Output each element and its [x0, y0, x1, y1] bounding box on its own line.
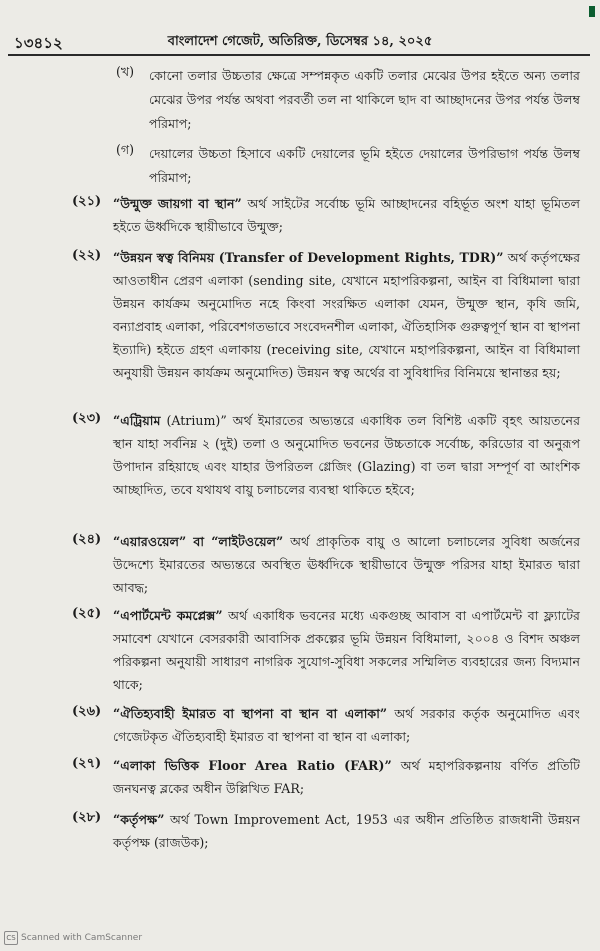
- clause-definition: অর্থ সরকার কর্তৃক অনুমোদিত এবং গেজেটকৃত ঐতিহ্যবাহী ইমারত বা স্থাপনা বা স্থান বা এলাকা;: [113, 706, 580, 744]
- clause-text: [113, 702, 580, 748]
- scanner-text: Scanned with CamScanner: [21, 933, 143, 943]
- clause-number: (২৫): [72, 606, 102, 621]
- clause-term: “ঐতিহ্যবাহী ইমারত বা স্থাপনা বা স্থান বা এলাকা”: [113, 706, 388, 721]
- clause-definition: অর্থ সাইটের সর্বোচ্চ ভূমি আচ্ছাদনের বহির্ভূত অংশ যাহা ভূমিতল হইতে ঊর্ধ্বদিকে স্থায়ীভাবে উন্মুক্ত;: [113, 196, 580, 234]
- camscanner-icon: CS: [4, 931, 18, 945]
- clause-term: “কর্তৃপক্ষ”: [113, 812, 165, 827]
- clause-number: (২২): [72, 248, 102, 263]
- page-number: ১৩৪১২: [14, 34, 63, 52]
- clause-term: “উন্মুক্ত জায়গা বা স্থান”: [113, 196, 242, 211]
- clause-text: [113, 192, 580, 238]
- running-title: বাংলাদেশ গেজেট, অতিরিক্ত, ডিসেম্বর ১৪, ২০২৫: [167, 34, 433, 49]
- clause-text: [113, 604, 580, 696]
- clause-number: (২১): [72, 194, 102, 209]
- clause-term: “এপার্টমেন্ট কমপ্লেক্স”: [113, 608, 223, 623]
- header-rule: [8, 54, 590, 56]
- clause-term: “এয়ারওয়েল” বা “লাইটওয়েল”: [113, 534, 284, 549]
- clause-number: (২৭): [72, 756, 102, 771]
- clause-number: (২৬): [72, 704, 102, 719]
- subclause-text: কোনো তলার উচ্চতার ক্ষেত্রে সম্পন্নকৃত একটি তলার মেঝের উপর হইতে অন্য তলার মেঝের উপর পর্যন্ত অথবা পরবর্তী তল না থাকিলে ছাদ বা আচ্ছাদনের উপর পর্যন্ত উলম্ব পরিমাপ;: [149, 68, 580, 131]
- corner-mark: [589, 6, 595, 17]
- scanner-watermark: [4, 931, 142, 945]
- subclause-number: (গ): [116, 142, 135, 157]
- page-header: [14, 32, 586, 52]
- clause-text: [113, 409, 580, 501]
- clause-text: [113, 246, 580, 384]
- clause-definition: অর্থ প্রাকৃতিক বায়ু ও আলো চলাচলের সুবিধা অর্জনের উদ্দেশ্যে ইমারতের অভ্যন্তরে অবস্থিত ঊর্ধ্বদিকে স্থায়ীভাবে উন্মুক্ত পরিসর যাহা ইমারত দ্বারা আবদ্ধ;: [113, 534, 580, 595]
- clause-number: (২৩): [72, 411, 102, 426]
- clause-text: [113, 754, 580, 800]
- clause-term: “উন্নয়ন স্বত্ব বিনিময় (Transfer of Development Rights, TDR)”: [113, 250, 504, 265]
- clause-text: [113, 808, 580, 854]
- clause-number: (২৮): [72, 810, 102, 825]
- clause-definition: অর্থ একাধিক ভবনের মধ্যে একগুচ্ছ আবাস বা এপার্টমেন্ট বা ফ্ল্যাটের সমাবেশ যেখানে বেসরকারী আবাসিক প্রকল্পের ভূমি উন্নয়ন বিধিমালা, ২০০৪ ও বিশদ অঞ্চল পরিকল্পনা অনুযায়ী সাধারণ নাগরিক সুযোগ-সুবিধা সকলের সম্মিলিত ব্যবহারের জন্য বিদ্যমান থাকে;: [113, 608, 580, 692]
- subclause-text: দেয়ালের উচ্চতা হিসাবে একটি দেয়ালের ভূমি হইতে দেয়ালের উপরিভাগ পর্যন্ত উলম্ব পরিমাপ;: [149, 146, 580, 185]
- subclause-number: (খ): [116, 64, 135, 79]
- clause-definition: অর্থ মহাপরিকল্পনায় বর্ণিত প্রতিটি জনঘনত্ব ব্লকের অধীন উল্লিখিত FAR;: [113, 758, 580, 796]
- clause-definition: অর্থ Town Improvement Act, 1953 এর অধীন প্রতিষ্ঠিত রাজধানী উন্নয়ন কর্তৃপক্ষ (রাজউক);: [113, 812, 580, 850]
- clause-term: “এলাকা ভিত্তিক Floor Area Ratio (FAR)”: [113, 758, 392, 773]
- clause-number: (২৪): [72, 532, 102, 547]
- clause-text: [113, 530, 580, 599]
- clause-term: “এট্রিয়াম: [113, 413, 161, 428]
- clause-definition: (Atrium)” অর্থ ইমারতের অভ্যন্তরে একাধিক তল বিশিষ্ট একটি বৃহৎ আয়তনের স্থান যাহা সর্বনিম্ন ২ (দুই) তলা ও অনুমোদিত ভবনের উচ্চতাকে সর্বোচ্চ, করিডোর বা অনুরূপ উপাদান রহিয়াছে এবং যাহার উপরিতল গ্লেজিং (Glazing) বা তল দ্বারা সম্পূর্ণ বা আংশিক আচ্ছাদিত, তবে যথাযথ বায়ু চলাচলের ব্যবস্থা থাকিতে হইবে;: [113, 413, 580, 497]
- clause-definition: অর্থ কর্তৃপক্ষের আওতাধীন প্রেরণ এলাকা (sending site, যেখানে মহাপরিকল্পনা, আইন বা বিধিমালা দ্বারা উন্নয়ন কার্যক্রম অনুমোদিত নহে কিংবা সংরক্ষিত এলাকা যেমন, উন্মুক্ত স্থান, কৃষি জমি, বন্যাপ্রবাহ এলাকা, পরিবেশগতভাবে সংবেদনশীল এলাকা, ঐতিহাসিক গুরুত্বপূর্ণ স্থান বা স্থাপনা ইত্যাদি) হইতে গ্রহণ এলাকায় (receiving site, যেখানে মহাপরিকল্পনা, আইন বা বিধিমালা অনুযায়ী উন্নয়ন কার্যক্রম অনুমোদিত) উন্নয়ন স্বত্ব অর্থের বা সুবিধাদির বিনিময়ে স্থানান্তর হয়;: [113, 250, 580, 380]
